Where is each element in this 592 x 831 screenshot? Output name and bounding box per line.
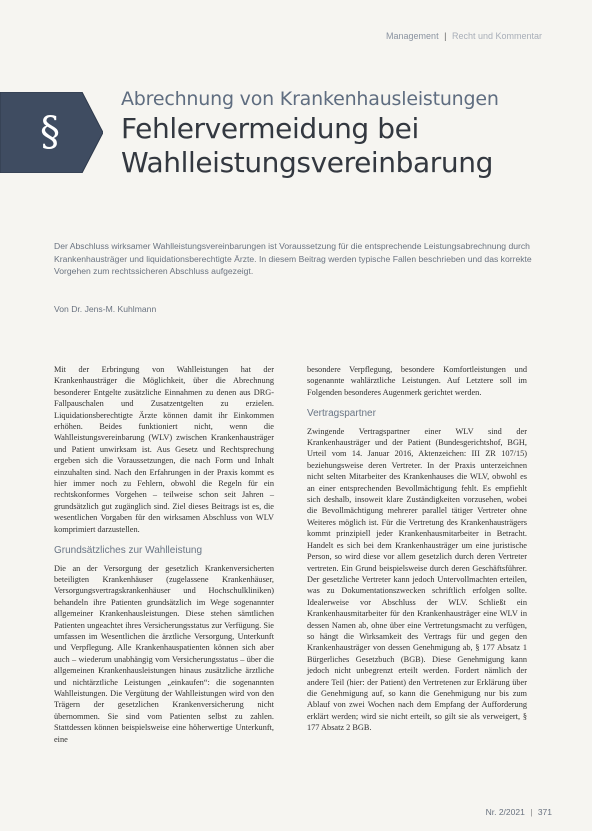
paragraph-contract-parties: Zwingende Vertragspartner einer WLV sind der Krankenhausträger und der Patient (Bundesgerichtshof, BGH, Urteil vom 14. Januar 2016, Aktenzeichen: III ZR 107/15) beziehungsweise deren Vertreter. In der Praxis unterzeichnen nicht selten Mitarbeiter des Krankenhauses die WLV, obwohl es an einer entsprechenden Bevollmächtigung fehlt. Es empfiehlt sich deshalb, insoweit klare Zuständigkeiten vorzusehen, wobei die Bevollmächtigung mehrerer parallel tätiger Vertreter ohne Weiteres möglich ist. Für die Vertretung des Krankenhausträgers kommt prinzipiell jeder Krankenhausmitarbeiter in Betracht. Handelt es sich bei dem Krankenhausträger um eine juristische Person, so wird diese vor allem gesetzlich durch deren Vertreter vertreten. Ein Grund beispielsweise durch deren Geschäftsführer. Der gesetzliche Vertreter kann jedoch Untervollmachten erteilen, was zu Dokumentationszwecken schriftlich erfolgen sollte. Idealerweise vor Abschluss der WLV. Schließt ein Krankenhausmitarbeiter für den Krankenhausträger eine WLV in dessen Namen ab, ohne über eine Vertretungsmacht zu verfügen, so hängt die Wirksamkeit des Vertrags für und gegen den Krankenhausträger von dessen Genehmigung ab, § 177 Absatz 1 Bürgerliches Gesetzbuch (BGB). Diese Genehmigung kann jedoch nicht unbegrenzt erteilt werden. Fordert nämlich der andere Teil (hier: der Patient) den Vertretenen zur Erklärung über die Genehmigung auf, so kann die Genehmigung nur bis zum Ablauf von zwei Wochen nach dem Empfang der Aufforderung erklärt werden; wird sie nicht erteilt, so gilt sie als verweigert, § 177 Absatz 2 BGB. [307,426,527,733]
paragraph-general: Die an der Versorgung der gesetzlich Krankenversicherten beteiligten Krankenhäuser (zugelassene Krankenhäuser, Versorgungsvertragskrankenhäuser und Hochschulkliniken) behandeln ihre Patienten grundsätzlich im Wege sogenannter allgemeiner Krankenhausleistungen. Diese stehen sämtlichen Patienten ungeachtet ihres Versicherungsstatus zur Verfügung. Sie umfassen im Wesentlichen die ärztliche Versorgung, Unterkunft und Verpflegung. Alle Krankenhauspatienten können sich aber auch – wiederum unabhängig vom Versicherungsstatus – über die allgemeinen Krankenhausleistungen hinaus zusätzliche ärztliche und nichtärztliche Leistungen „einkaufen“: die sogenannten Wahlleistungen. Die Vergütung der Wahlleistungen wird von den Trägern der gesetzlichen Krankenversicherung nicht übernommen. Sie sind vom Patienten selbst zu zahlen. Stattdessen können beispielsweise eine höherwertige Unterkunft, eine [54,563,274,744]
article-title: Fehlervermeidung bei Wahlleistungsvereinbarung [121,112,493,179]
page-footer [486,807,552,817]
page-number: 371 [537,807,552,817]
issue-label: Nr. 2/2021 [485,807,525,817]
category-separator: | [444,31,447,41]
article-author: Von Dr. Jens-M. Kuhlmann [54,304,157,314]
article-kicker: Abrechnung von Krankenhausleistungen [121,88,499,110]
section-heading: Grundsätzliches zur Wahlleistung [54,545,203,557]
paragraph-symbol: § [40,109,60,155]
subcategory-label: Recht und Kommentar [451,31,542,41]
footer-separator: | [530,807,533,817]
article-lead: Der Abschluss wirksamer Wahlleistungsvereinbarungen ist Voraussetzung für die entsprechende Leistungsabrechnung durch Krankenhausträger und liquidationsberechtigte Ärzte. In diesem Beitrag werden typische Fallen beschrieben und das korrekte Vorgehen zum rechtssicheren Abschluss aufgezeigt. [54,241,532,276]
paragraph-ribbon-icon [0,92,103,173]
section-heading: Vertragspartner [307,408,376,420]
category-label: Management [386,31,439,41]
body-column-left [54,364,274,749]
section-header [386,31,542,41]
body-column-right [307,364,527,738]
paragraph-continuation: besondere Verpflegung, besondere Komfortleistungen und sogenannte wahlärztliche Leistungen. Auf Letztere soll im Folgenden besonderes Augenmerk gerichtet werden. [307,365,527,397]
paragraph-intro: Mit der Erbringung von Wahlleistungen hat der Krankenhausträger die Möglichkeit, über die Abrechnung besonderer Entgelte zusätzliche Einnahmen zu denen aus DRG-Fallpauschalen und Zusatzentgelten zu erzielen. Liquidationsberechtigte Ärzte können damit ihr Einkommen erhöhen. Beides funktioniert nicht, wenn die Wahlleistungsvereinbarung (WLV) zwischen Krankenhausträger und Patient unwirksam ist. Aus Gesetz und Rechtsprechung ergeben sich die Voraussetzungen, die nach Form und Inhalt einzuhalten sind. Nach den Erfahrungen in der Praxis kommt es hier immer noch zu Fehlern, obwohl die Regeln für ein rechtskonformes Vorgehen – teilweise schon seit Jahren – grundsätzlich gut zugänglich sind. Ziel dieses Beitrags ist es, die wesentlichen Vorgaben für den wirksamen Abschluss von WLV komprimiert darzustellen. [54,365,274,534]
